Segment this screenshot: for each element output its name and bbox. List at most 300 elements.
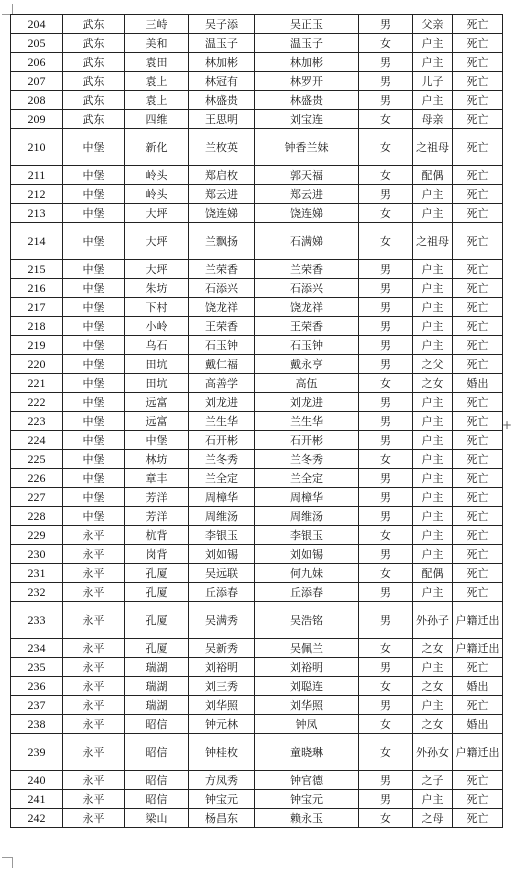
cell-village: 梁山 (125, 809, 189, 828)
cell-status: 死亡 (453, 696, 503, 715)
cell-person-name: 刘三秀 (189, 677, 255, 696)
cell-household-head: 钟凤 (255, 715, 359, 734)
cell-relation: 户主 (413, 412, 453, 431)
table-row (11, 355, 503, 374)
cell-sex: 男 (359, 53, 413, 72)
cell-household-head: 林盛贵 (255, 91, 359, 110)
table-row (11, 809, 503, 828)
cell-household-head: 兰荣香 (255, 260, 359, 279)
cell-household-head: 钟官德 (255, 771, 359, 790)
cell-household-head: 郑云进 (255, 185, 359, 204)
cell-sex: 男 (359, 771, 413, 790)
cell-town: 永平 (63, 583, 125, 602)
cell-number: 239 (11, 734, 63, 771)
record-table-container (10, 14, 502, 828)
cell-number: 204 (11, 15, 63, 34)
cell-person-name: 石玉钟 (189, 336, 255, 355)
cell-town: 中堡 (63, 355, 125, 374)
cell-village: 远富 (125, 412, 189, 431)
cell-sex: 男 (359, 355, 413, 374)
cell-relation: 户主 (413, 450, 453, 469)
cell-sex: 男 (359, 469, 413, 488)
cell-sex: 女 (359, 204, 413, 223)
cell-town: 中堡 (63, 279, 125, 298)
cell-village: 三峙 (125, 15, 189, 34)
table-row (11, 34, 503, 53)
cell-town: 武东 (63, 72, 125, 91)
cell-town: 永平 (63, 602, 125, 639)
cell-relation: 户主 (413, 469, 453, 488)
cell-person-name: 饶连娣 (189, 204, 255, 223)
cell-status: 死亡 (453, 431, 503, 450)
table-row (11, 110, 503, 129)
cell-relation: 户主 (413, 204, 453, 223)
cell-village: 岭头 (125, 185, 189, 204)
table-row (11, 412, 503, 431)
cell-status: 死亡 (453, 260, 503, 279)
cell-town: 中堡 (63, 298, 125, 317)
cell-person-name: 杨昌东 (189, 809, 255, 828)
cell-relation: 配偶 (413, 166, 453, 185)
cell-status: 死亡 (453, 110, 503, 129)
cell-status: 婚出 (453, 677, 503, 696)
cell-status: 死亡 (453, 393, 503, 412)
cell-person-name: 石开彬 (189, 431, 255, 450)
cell-relation: 户主 (413, 696, 453, 715)
table-row (11, 185, 503, 204)
cell-status: 婚出 (453, 715, 503, 734)
cell-household-head: 石满娣 (255, 223, 359, 260)
cell-village: 岭头 (125, 166, 189, 185)
table-row (11, 469, 503, 488)
table-row (11, 431, 503, 450)
cell-village: 下村 (125, 298, 189, 317)
cell-relation: 母亲 (413, 110, 453, 129)
cell-status: 死亡 (453, 279, 503, 298)
cell-sex: 男 (359, 298, 413, 317)
cell-number: 234 (11, 639, 63, 658)
cell-status: 死亡 (453, 34, 503, 53)
cell-status: 死亡 (453, 53, 503, 72)
cell-household-head: 刘裕明 (255, 658, 359, 677)
cell-sex: 男 (359, 393, 413, 412)
cell-sex: 男 (359, 412, 413, 431)
cell-person-name: 林盛贵 (189, 91, 255, 110)
table-row (11, 53, 503, 72)
cell-number: 217 (11, 298, 63, 317)
cell-village: 芳洋 (125, 488, 189, 507)
cell-sex: 男 (359, 431, 413, 450)
cell-number: 233 (11, 602, 63, 639)
cell-household-head: 王荣香 (255, 317, 359, 336)
cell-household-head: 赖永玉 (255, 809, 359, 828)
cell-number: 240 (11, 771, 63, 790)
cell-number: 237 (11, 696, 63, 715)
cell-person-name: 刘龙进 (189, 393, 255, 412)
cell-person-name: 周樟华 (189, 488, 255, 507)
cell-status: 死亡 (453, 166, 503, 185)
cell-relation: 户主 (413, 260, 453, 279)
cell-village: 大坪 (125, 204, 189, 223)
cell-village: 孔厦 (125, 564, 189, 583)
cell-household-head: 刘如锡 (255, 545, 359, 564)
cell-household-head: 钟宝元 (255, 790, 359, 809)
cell-sex: 女 (359, 166, 413, 185)
cell-sex: 男 (359, 488, 413, 507)
cell-relation: 户主 (413, 91, 453, 110)
table-row (11, 317, 503, 336)
cell-household-head: 钟香兰妹 (255, 129, 359, 166)
cell-sex: 男 (359, 317, 413, 336)
cell-sex: 女 (359, 734, 413, 771)
cell-person-name: 郑云进 (189, 185, 255, 204)
cell-relation: 之女 (413, 715, 453, 734)
cell-town: 中堡 (63, 185, 125, 204)
cell-town: 中堡 (63, 507, 125, 526)
table-row (11, 374, 503, 393)
table-row (11, 298, 503, 317)
cell-number: 228 (11, 507, 63, 526)
cell-household-head: 何九妹 (255, 564, 359, 583)
cell-person-name: 王思明 (189, 110, 255, 129)
cell-village: 袁上 (125, 91, 189, 110)
cell-sex: 男 (359, 185, 413, 204)
cell-village: 大坪 (125, 223, 189, 260)
cell-relation: 之女 (413, 374, 453, 393)
cell-town: 永平 (63, 545, 125, 564)
cell-town: 武东 (63, 53, 125, 72)
cell-town: 中堡 (63, 374, 125, 393)
table-row (11, 488, 503, 507)
cell-village: 新化 (125, 129, 189, 166)
table-row (11, 260, 503, 279)
cell-person-name: 李银玉 (189, 526, 255, 545)
cell-village: 大坪 (125, 260, 189, 279)
cell-village: 昭信 (125, 771, 189, 790)
cell-household-head: 温玉子 (255, 34, 359, 53)
cell-household-head: 林加彬 (255, 53, 359, 72)
cell-village: 瑞湖 (125, 677, 189, 696)
cell-town: 永平 (63, 771, 125, 790)
cell-status: 死亡 (453, 526, 503, 545)
cell-sex: 女 (359, 639, 413, 658)
cell-status: 死亡 (453, 469, 503, 488)
cell-village: 孔厦 (125, 583, 189, 602)
cell-number: 236 (11, 677, 63, 696)
cell-number: 211 (11, 166, 63, 185)
cell-relation: 配偶 (413, 564, 453, 583)
table-row (11, 715, 503, 734)
cell-relation: 外孙女 (413, 734, 453, 771)
cell-household-head: 李银玉 (255, 526, 359, 545)
cell-person-name: 林加彬 (189, 53, 255, 72)
cell-sex: 男 (359, 336, 413, 355)
cell-village: 田坑 (125, 355, 189, 374)
cell-village: 林坊 (125, 450, 189, 469)
cell-relation: 之子 (413, 771, 453, 790)
cell-status: 死亡 (453, 790, 503, 809)
table-row (11, 72, 503, 91)
cell-household-head: 兰生华 (255, 412, 359, 431)
cell-town: 永平 (63, 734, 125, 771)
cell-sex: 女 (359, 374, 413, 393)
cell-status: 死亡 (453, 336, 503, 355)
cell-village: 昭信 (125, 715, 189, 734)
cell-town: 永平 (63, 677, 125, 696)
cell-relation: 父亲 (413, 15, 453, 34)
cell-relation: 户主 (413, 185, 453, 204)
cell-relation: 户主 (413, 336, 453, 355)
cell-household-head: 童晓琳 (255, 734, 359, 771)
cell-status: 死亡 (453, 298, 503, 317)
cell-sex: 女 (359, 34, 413, 53)
cell-status: 死亡 (453, 412, 503, 431)
table-row (11, 564, 503, 583)
cell-town: 中堡 (63, 204, 125, 223)
table-row (11, 129, 503, 166)
cell-household-head: 高伍 (255, 374, 359, 393)
cell-number: 226 (11, 469, 63, 488)
cell-number: 224 (11, 431, 63, 450)
cell-number: 223 (11, 412, 63, 431)
cell-relation: 户主 (413, 545, 453, 564)
cell-number: 238 (11, 715, 63, 734)
cell-person-name: 吴新秀 (189, 639, 255, 658)
cell-household-head: 刘龙进 (255, 393, 359, 412)
cell-town: 中堡 (63, 450, 125, 469)
cell-town: 永平 (63, 526, 125, 545)
cell-person-name: 王荣香 (189, 317, 255, 336)
cell-village: 孔厦 (125, 602, 189, 639)
cell-village: 小岭 (125, 317, 189, 336)
cell-household-head: 饶龙祥 (255, 298, 359, 317)
cell-town: 武东 (63, 15, 125, 34)
crop-mark-bottom-left (2, 857, 13, 868)
cell-number: 220 (11, 355, 63, 374)
cell-household-head: 刘聪连 (255, 677, 359, 696)
cell-village: 乌石 (125, 336, 189, 355)
cell-number: 242 (11, 809, 63, 828)
cell-town: 中堡 (63, 412, 125, 431)
cell-relation: 户主 (413, 658, 453, 677)
cell-status: 死亡 (453, 91, 503, 110)
cell-person-name: 温玉子 (189, 34, 255, 53)
cell-person-name: 周维汤 (189, 507, 255, 526)
cell-number: 219 (11, 336, 63, 355)
cell-village: 瑞湖 (125, 658, 189, 677)
cell-village: 杭背 (125, 526, 189, 545)
cell-sex: 女 (359, 564, 413, 583)
table-row (11, 658, 503, 677)
cell-number: 229 (11, 526, 63, 545)
cell-number: 218 (11, 317, 63, 336)
cell-person-name: 钟元林 (189, 715, 255, 734)
cell-household-head: 石添兴 (255, 279, 359, 298)
cell-number: 213 (11, 204, 63, 223)
cell-household-head: 饶连娣 (255, 204, 359, 223)
table-row (11, 545, 503, 564)
cell-household-head: 刘宝连 (255, 110, 359, 129)
cell-status: 死亡 (453, 809, 503, 828)
cell-town: 永平 (63, 715, 125, 734)
cell-sex: 女 (359, 129, 413, 166)
cell-relation: 之祖母 (413, 223, 453, 260)
cell-sex: 男 (359, 602, 413, 639)
cell-sex: 男 (359, 545, 413, 564)
table-row (11, 91, 503, 110)
table-row (11, 15, 503, 34)
cell-sex: 女 (359, 450, 413, 469)
table-row (11, 677, 503, 696)
cell-person-name: 高善学 (189, 374, 255, 393)
cell-person-name: 吴远联 (189, 564, 255, 583)
cell-household-head: 郭天福 (255, 166, 359, 185)
cell-number: 235 (11, 658, 63, 677)
cell-sex: 男 (359, 507, 413, 526)
side-marker: + (502, 418, 512, 432)
cell-town: 永平 (63, 809, 125, 828)
cell-number: 227 (11, 488, 63, 507)
cell-person-name: 戴仁福 (189, 355, 255, 374)
cell-relation: 户主 (413, 488, 453, 507)
cell-status: 死亡 (453, 583, 503, 602)
cell-village: 中堡 (125, 431, 189, 450)
cell-status: 死亡 (453, 507, 503, 526)
cell-town: 中堡 (63, 393, 125, 412)
cell-village: 孔厦 (125, 639, 189, 658)
table-row (11, 734, 503, 771)
cell-person-name: 兰枚英 (189, 129, 255, 166)
table-row (11, 583, 503, 602)
cell-number: 209 (11, 110, 63, 129)
cell-sex: 男 (359, 279, 413, 298)
cell-status: 死亡 (453, 185, 503, 204)
cell-number: 210 (11, 129, 63, 166)
cell-status: 死亡 (453, 564, 503, 583)
cell-relation: 户主 (413, 526, 453, 545)
cell-household-head: 戴永亨 (255, 355, 359, 374)
cell-town: 武东 (63, 110, 125, 129)
cell-town: 中堡 (63, 166, 125, 185)
cell-person-name: 林冠有 (189, 72, 255, 91)
cell-sex: 女 (359, 223, 413, 260)
cell-household-head: 吴浩铭 (255, 602, 359, 639)
table-row (11, 507, 503, 526)
cell-relation: 外孙子 (413, 602, 453, 639)
cell-town: 武东 (63, 34, 125, 53)
cell-status: 户籍迁出 (453, 639, 503, 658)
cell-relation: 之祖母 (413, 129, 453, 166)
table-row (11, 336, 503, 355)
cell-village: 岗背 (125, 545, 189, 564)
cell-number: 206 (11, 53, 63, 72)
cell-village: 美和 (125, 34, 189, 53)
cell-village: 章丰 (125, 469, 189, 488)
table-row (11, 393, 503, 412)
cell-sex: 男 (359, 15, 413, 34)
cell-sex: 男 (359, 658, 413, 677)
cell-number: 214 (11, 223, 63, 260)
cell-relation: 户主 (413, 431, 453, 450)
cell-relation: 之母 (413, 809, 453, 828)
cell-relation: 之女 (413, 677, 453, 696)
cell-sex: 男 (359, 260, 413, 279)
cell-person-name: 兰荣香 (189, 260, 255, 279)
cell-status: 死亡 (453, 223, 503, 260)
cell-status: 户籍迁出 (453, 734, 503, 771)
cell-village: 袁上 (125, 72, 189, 91)
cell-household-head: 兰全定 (255, 469, 359, 488)
cell-sex: 女 (359, 677, 413, 696)
cell-status: 死亡 (453, 545, 503, 564)
cell-status: 死亡 (453, 658, 503, 677)
cell-town: 中堡 (63, 317, 125, 336)
cell-village: 朱坊 (125, 279, 189, 298)
cell-person-name: 石添兴 (189, 279, 255, 298)
cell-number: 241 (11, 790, 63, 809)
cell-village: 四维 (125, 110, 189, 129)
table-row (11, 223, 503, 260)
cell-relation: 之女 (413, 639, 453, 658)
cell-household-head: 吴佩兰 (255, 639, 359, 658)
cell-household-head: 石玉钟 (255, 336, 359, 355)
cell-person-name: 吴满秀 (189, 602, 255, 639)
record-table (10, 14, 503, 828)
cell-number: 225 (11, 450, 63, 469)
cell-household-head: 兰冬秀 (255, 450, 359, 469)
cell-person-name: 兰飘扬 (189, 223, 255, 260)
cell-household-head: 石开彬 (255, 431, 359, 450)
cell-number: 212 (11, 185, 63, 204)
cell-town: 永平 (63, 639, 125, 658)
cell-status: 死亡 (453, 129, 503, 166)
cell-village: 芳洋 (125, 507, 189, 526)
cell-sex: 男 (359, 583, 413, 602)
cell-household-head: 周樟华 (255, 488, 359, 507)
cell-relation: 户主 (413, 507, 453, 526)
cell-relation: 儿子 (413, 72, 453, 91)
cell-town: 中堡 (63, 488, 125, 507)
cell-status: 死亡 (453, 488, 503, 507)
cell-town: 永平 (63, 564, 125, 583)
cell-sex: 女 (359, 110, 413, 129)
cell-relation: 之父 (413, 355, 453, 374)
cell-town: 中堡 (63, 469, 125, 488)
cell-person-name: 方凤秀 (189, 771, 255, 790)
cell-person-name: 刘华照 (189, 696, 255, 715)
cell-person-name: 饶龙祥 (189, 298, 255, 317)
cell-relation: 户主 (413, 790, 453, 809)
cell-person-name: 郑启枚 (189, 166, 255, 185)
record-table-body (11, 15, 503, 828)
cell-town: 永平 (63, 658, 125, 677)
cell-sex: 女 (359, 715, 413, 734)
cell-town: 永平 (63, 696, 125, 715)
cell-town: 中堡 (63, 431, 125, 450)
cell-sex: 女 (359, 526, 413, 545)
cell-household-head: 刘华照 (255, 696, 359, 715)
cell-town: 中堡 (63, 260, 125, 279)
table-row (11, 204, 503, 223)
cell-person-name: 刘裕明 (189, 658, 255, 677)
cell-sex: 男 (359, 696, 413, 715)
cell-sex: 女 (359, 809, 413, 828)
cell-person-name: 兰冬秀 (189, 450, 255, 469)
cell-relation: 户主 (413, 317, 453, 336)
cell-number: 230 (11, 545, 63, 564)
cell-relation: 户主 (413, 393, 453, 412)
cell-town: 中堡 (63, 223, 125, 260)
